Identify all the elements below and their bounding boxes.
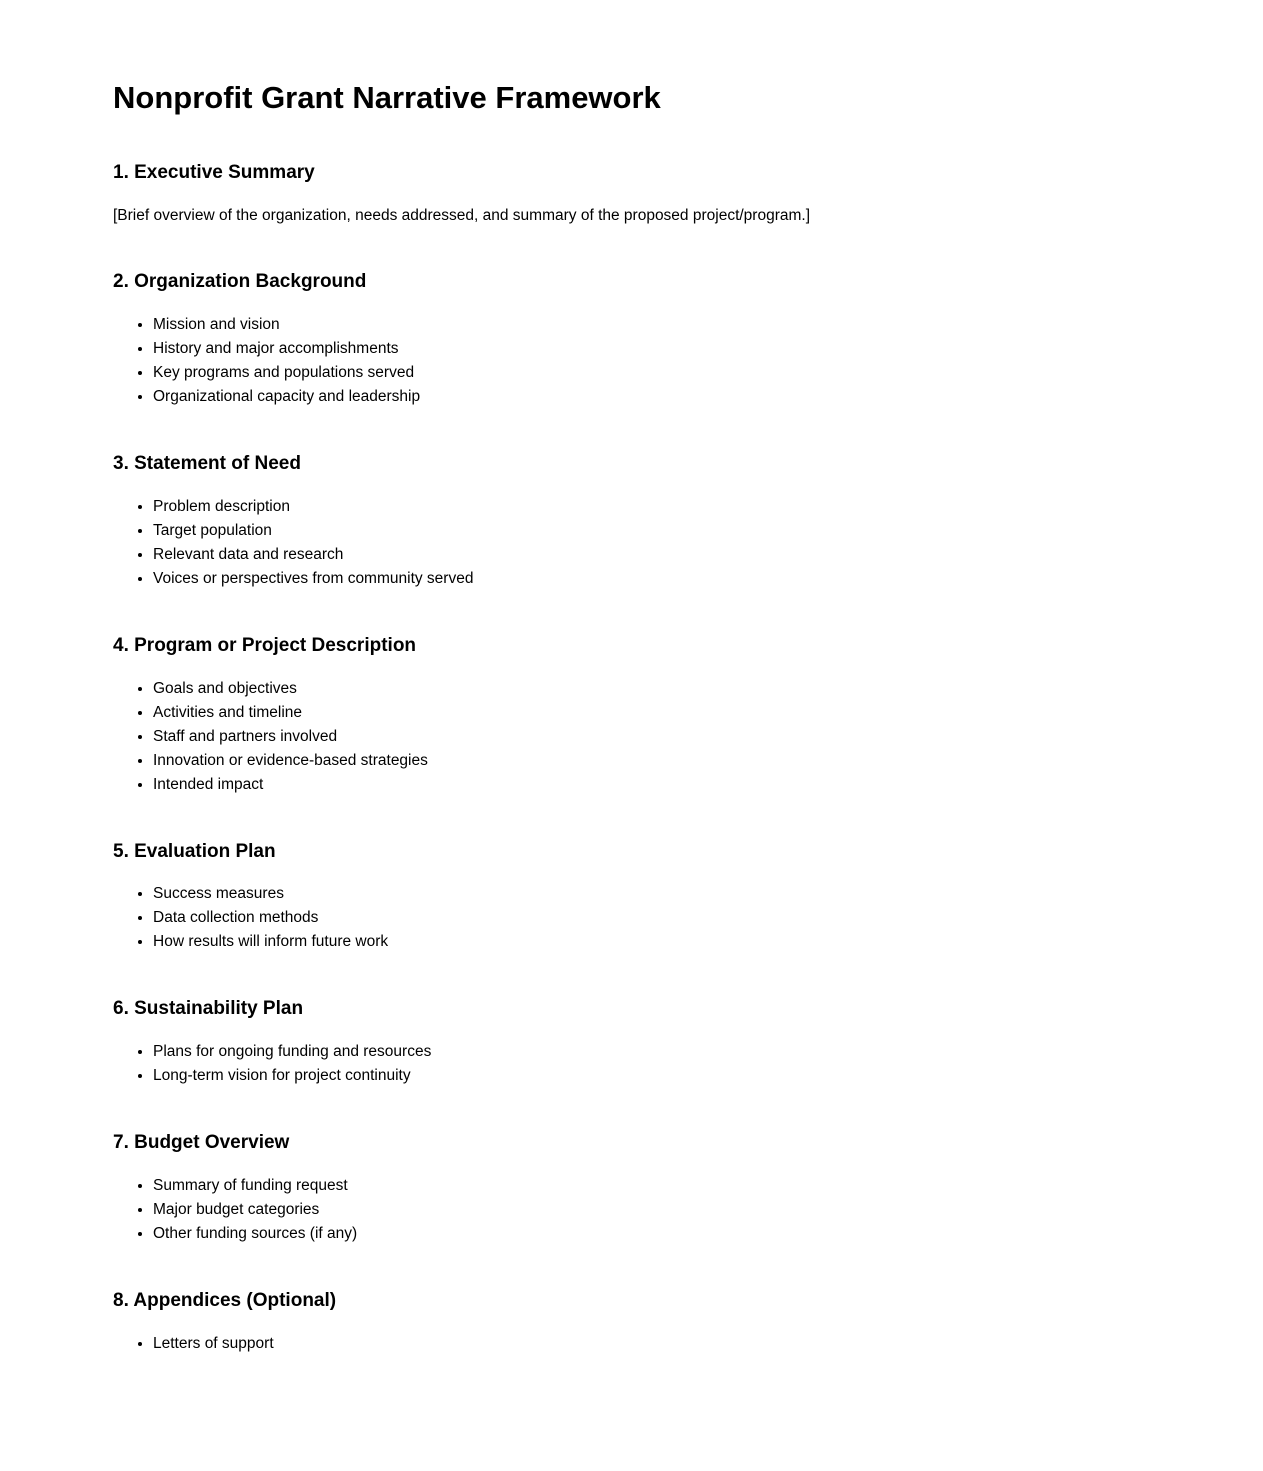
section-organization-background — [113, 271, 1143, 409]
list-item: • Intended impact — [153, 773, 1143, 797]
section-heading: 4. Program or Project Description — [113, 634, 417, 656]
list-item: • Voices or perspectives from community served — [153, 567, 1143, 591]
list-item: • Success measures — [153, 882, 1143, 906]
section-sustainability-plan — [113, 998, 1143, 1088]
page-title: Nonprofit Grant Narrative Framework — [113, 80, 661, 115]
bullet-list — [113, 1174, 1143, 1246]
list-item: • Plans for ongoing funding and resources — [153, 1040, 1143, 1064]
section-evaluation-plan — [113, 841, 1143, 955]
section-heading: 3. Statement of Need — [113, 452, 301, 474]
list-item: • Organizational capacity and leadership — [153, 385, 1143, 409]
list-item: • Key programs and populations served — [153, 361, 1143, 385]
list-item: • Staff and partners involved — [153, 725, 1143, 749]
list-item: • Summary of funding request — [153, 1174, 1143, 1198]
list-item: • Relevant data and research — [153, 543, 1143, 567]
list-item: • Long-term vision for project continuity — [153, 1064, 1143, 1088]
list-item: • How results will inform future work — [153, 930, 1143, 954]
bullet-list — [113, 1332, 1143, 1356]
bullet-list — [113, 495, 1143, 591]
section-executive-summary — [113, 162, 1143, 227]
bullet-list — [113, 677, 1143, 797]
list-item: • Letters of support — [153, 1332, 1143, 1356]
section-heading: 1. Executive Summary — [113, 161, 315, 183]
list-item: • Major budget categories — [153, 1198, 1143, 1222]
section-budget-overview — [113, 1132, 1143, 1246]
section-heading: 6. Sustainability Plan — [113, 998, 304, 1020]
list-item: • Goals and objectives — [153, 677, 1143, 701]
list-item: • Innovation or evidence-based strategies — [153, 749, 1143, 773]
section-heading: 8. Appendices (Optional) — [113, 1289, 337, 1311]
bullet-list — [113, 313, 1143, 409]
section-program-description — [113, 635, 1143, 797]
section-heading: 7. Budget Overview — [113, 1132, 290, 1154]
section-statement-of-need — [113, 453, 1143, 591]
section-appendices — [113, 1290, 1143, 1356]
list-item: • Mission and vision — [153, 313, 1143, 337]
list-item: • Other funding sources (if any) — [153, 1222, 1143, 1246]
bullet-list — [113, 882, 1143, 954]
list-item: • Data collection methods — [153, 906, 1143, 930]
list-item: • History and major accomplishments — [153, 337, 1143, 361]
section-paragraph: [Brief overview of the organization, needs addressed, and summary of the proposed project/program.] — [113, 207, 811, 225]
list-item: • Activities and timeline — [153, 701, 1143, 725]
bullet-list — [113, 1040, 1143, 1088]
list-item: • Problem description — [153, 495, 1143, 519]
section-heading: 5. Evaluation Plan — [113, 840, 276, 862]
section-heading: 2. Organization Background — [113, 271, 367, 293]
list-item: • Target population — [153, 519, 1143, 543]
